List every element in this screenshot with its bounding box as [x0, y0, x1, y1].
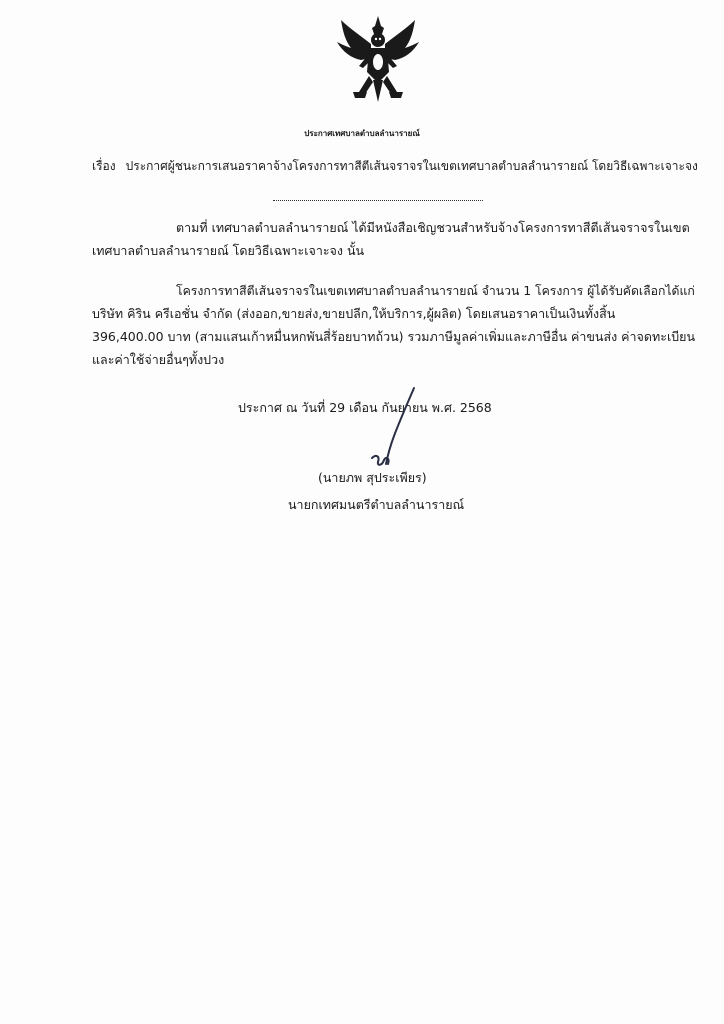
subject-label: เรื่อง	[92, 159, 116, 173]
document-heading: ประกาศเทศบาลตำบลลำนารายณ์	[304, 129, 420, 138]
handwritten-signature	[364, 384, 424, 472]
paragraph2-line: บริษัท คิริน ครีเอชั่น จำกัด (ส่งออก,ขายส่ง,ขายปลีก,ให้บริการ,ผู้ผลิต) โดยเสนอราคาเป็นเงินทั้งสิ้น	[92, 306, 616, 321]
paragraph2-line: 396,400.00 บาท (สามแสนเก้าหมื่นหกพันสี่ร้อยบาทถ้วน) รวมภาษีมูลค่าเพิ่มและภาษีอื่น ค่าขนส่ง ค่าจดทะเบียน	[92, 329, 696, 344]
paragraph1-line: ตามที่ เทศบาลตำบลลำนารายณ์ ได้มีหนังสือเชิญชวนสำหรับจ้างโครงการทาสีตีเส้นจราจรในเขต	[176, 220, 690, 235]
signer-name: (นายภพ สุประเพียร)	[318, 470, 427, 485]
dotted-divider	[273, 200, 483, 201]
announce-date: ประกาศ ณ วันที่ 29 เดือน กันยายน พ.ศ. 2568	[238, 400, 492, 415]
garuda-emblem-icon	[335, 14, 421, 104]
paragraph1-line: เทศบาลตำบลลำนารายณ์ โดยวิธีเฉพาะเจาะจง นั้น	[92, 243, 365, 258]
paragraph2-line: โครงการทาสีตีเส้นจราจรในเขตเทศบาลตำบลลำนารายณ์ จำนวน 1 โครงการ ผู้ได้รับคัดเลือกได้แก่	[176, 284, 695, 298]
subject-text: ประกาศผู้ชนะการเสนอราคาจ้างโครงการทาสีตีเส้นจราจรในเขตเทศบาลตำบลลำนารายณ์ โดยวิธีเฉพาะเจาะจง	[125, 159, 698, 173]
subject-line	[92, 158, 698, 174]
signer-title: นายกเทศมนตรีตำบลลำนารายณ์	[288, 497, 465, 512]
paragraph2-line: และค่าใช้จ่ายอื่นๆทั้งปวง	[92, 352, 225, 367]
